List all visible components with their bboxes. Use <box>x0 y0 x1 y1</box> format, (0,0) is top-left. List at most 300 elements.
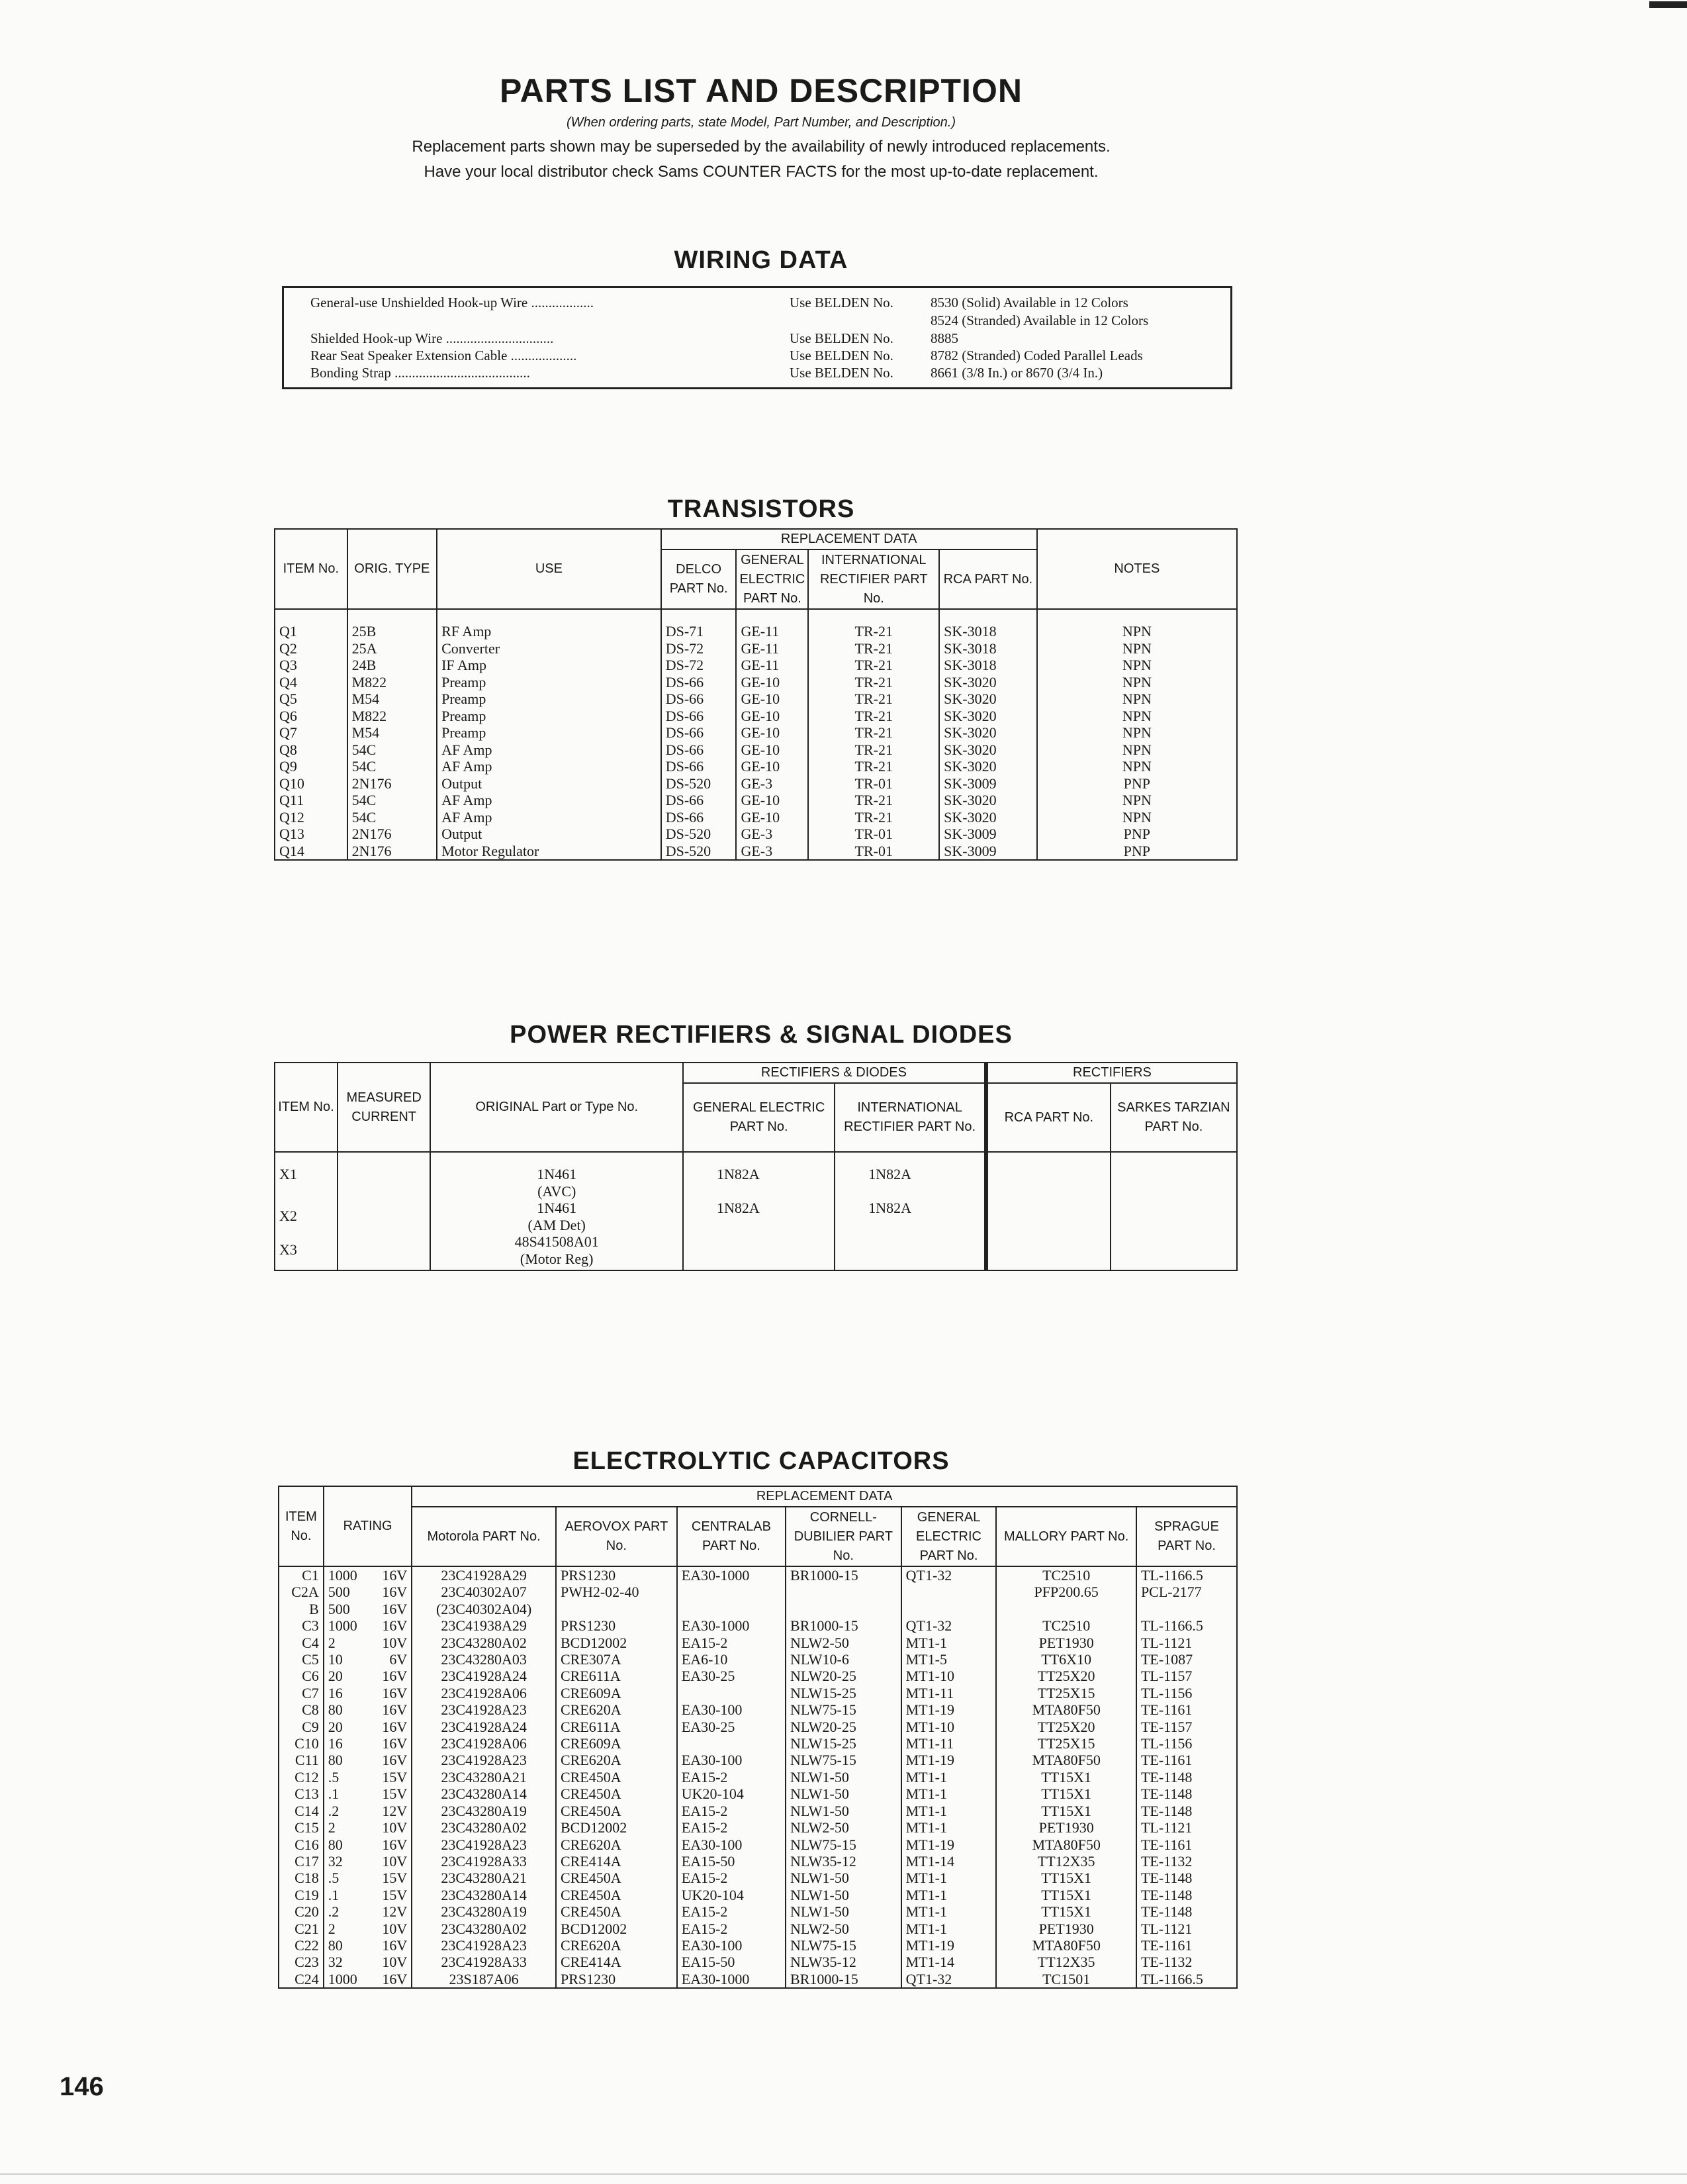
cell-delco: DS-520 <box>661 826 737 843</box>
rectifiers-table <box>274 1062 1238 1271</box>
cell-notes: NPN <box>1037 690 1237 708</box>
table-row <box>279 1819 1237 1836</box>
cell-general-electric: GE-11 <box>736 609 808 640</box>
cell-item: Q11 <box>275 792 347 809</box>
wiring-spec: 8530 (Solid) Available in 12 Colors <box>931 295 1128 310</box>
cell-rating-value: 1000 <box>324 1971 367 1988</box>
cell-item: Q3 <box>275 657 347 674</box>
cell-international-rectifier: TR-21 <box>808 708 939 725</box>
page-number: 146 <box>60 2072 104 2101</box>
cell-sprague: TE-1148 <box>1136 1769 1237 1785</box>
cell-delco: DS-66 <box>661 758 737 775</box>
table-row <box>275 1152 1237 1200</box>
cell-cornell-dubilier: NLW75-15 <box>786 1701 901 1718</box>
cell-item: X1 <box>275 1152 338 1200</box>
cell-rca: SK-3020 <box>939 809 1037 826</box>
cell-aerovox: PRS1230 <box>556 1566 677 1584</box>
cell-mallory: TC2510 <box>996 1617 1136 1634</box>
cell-use: Preamp <box>437 674 661 691</box>
cell-general-electric: MT1-1 <box>901 1887 997 1903</box>
cell-use: Converter <box>437 640 661 657</box>
cell-use: AF Amp <box>437 741 661 759</box>
cell-cornell-dubilier: NLW10-6 <box>786 1651 901 1668</box>
cell-international-rectifier: TR-21 <box>808 809 939 826</box>
cell-notes: NPN <box>1037 674 1237 691</box>
cell-general-electric: MT1-1 <box>901 1785 997 1802</box>
cell-item: Q7 <box>275 724 347 741</box>
cell-item: Q5 <box>275 690 347 708</box>
table-row <box>279 1853 1237 1870</box>
cell-general-electric: 1N82A <box>683 1152 835 1200</box>
cell-centralab: EA30-100 <box>677 1937 786 1954</box>
cell-cornell-dubilier: NLW1-50 <box>786 1769 901 1785</box>
cell-centralab: EA30-100 <box>677 1701 786 1718</box>
cell-mallory: PFP200.65 <box>996 1584 1136 1600</box>
cell-motorola: 23C41928A24 <box>412 1668 556 1684</box>
cell-item: Q8 <box>275 741 347 759</box>
cell-general-electric: MT1-19 <box>901 1752 997 1768</box>
cell-mallory: MTA80F50 <box>996 1836 1136 1853</box>
cell-general-electric: GE-10 <box>736 708 808 725</box>
cell-rating-voltage: 10V <box>367 1853 412 1870</box>
cell-general-electric: GE-11 <box>736 640 808 657</box>
cell-mallory: TT15X1 <box>996 1887 1136 1903</box>
cell-rating-value: 2 <box>324 1635 367 1651</box>
cell-general-electric: MT1-1 <box>901 1903 997 1920</box>
cell-delco: DS-66 <box>661 674 737 691</box>
table-row <box>279 1584 1237 1600</box>
cell-item: C23 <box>279 1954 324 1970</box>
cell-motorola: (23C40302A04) <box>412 1601 556 1617</box>
cell-notes: NPN <box>1037 792 1237 809</box>
cell-rating-voltage: 16V <box>367 1752 412 1768</box>
cell-rating-value: 2 <box>324 1819 367 1836</box>
header-rectifiers-diodes: RECTIFIERS & DIODES <box>683 1063 986 1083</box>
table-row <box>275 724 1237 741</box>
cell-rating-voltage: 16V <box>367 1971 412 1988</box>
wiring-label: General-use Unshielded Hook-up Wire .................. <box>310 295 594 310</box>
cell-motorola: 23C41928A06 <box>412 1685 556 1701</box>
cell-orig-type: 2N176 <box>347 826 437 843</box>
cell-motorola: 23C41928A23 <box>412 1836 556 1853</box>
cell-general-electric: MT1-1 <box>901 1819 997 1836</box>
cell-use: AF Amp <box>437 809 661 826</box>
cell-general-electric: MT1-1 <box>901 1921 997 1937</box>
cell-notes: PNP <box>1037 775 1237 792</box>
header-centralab: CENTRALAB PART No. <box>677 1507 786 1566</box>
table-row <box>279 1937 1237 1954</box>
cell-rating-value: .5 <box>324 1769 367 1785</box>
cell-centralab: EA15-50 <box>677 1853 786 1870</box>
cell-centralab: EA30-25 <box>677 1719 786 1735</box>
cell-international-rectifier: TR-21 <box>808 674 939 691</box>
header-sprague: SPRAGUE PART No. <box>1136 1507 1237 1566</box>
cell-general-electric: GE-3 <box>736 843 808 861</box>
wiring-spec: 8782 (Stranded) Coded Parallel Leads <box>931 348 1143 363</box>
cell-rca: SK-3009 <box>939 826 1037 843</box>
cell-rca: SK-3020 <box>939 758 1037 775</box>
cell-sarkes-tarzian <box>1111 1200 1237 1233</box>
cell-centralab: EA15-2 <box>677 1769 786 1785</box>
cell-item: Q4 <box>275 674 347 691</box>
table-row <box>275 792 1237 809</box>
table-row <box>279 1785 1237 1802</box>
replacement-note-2: Have your local distributor check Sams COUNTER FACTS for the most up-to-date replacement. <box>424 163 1099 181</box>
cell-centralab: EA30-1000 <box>677 1971 786 1988</box>
cell-delco: DS-520 <box>661 843 737 861</box>
wiring-data-box <box>282 286 1232 389</box>
cell-rca <box>986 1200 1111 1233</box>
cell-mallory: TT15X1 <box>996 1769 1136 1785</box>
header-delco: DELCO PART No. <box>661 549 737 609</box>
cell-general-electric: MT1-10 <box>901 1668 997 1684</box>
cell-use: Output <box>437 826 661 843</box>
cell-rating-voltage: 16V <box>367 1601 412 1617</box>
cell-delco: DS-66 <box>661 690 737 708</box>
cell-general-electric: GE-3 <box>736 826 808 843</box>
cell-motorola: 23C43280A14 <box>412 1785 556 1802</box>
cell-general-electric: MT1-1 <box>901 1635 997 1651</box>
cell-item: Q14 <box>275 843 347 861</box>
table-row <box>275 775 1237 792</box>
cell-notes: NPN <box>1037 708 1237 725</box>
cell-use: Preamp <box>437 708 661 725</box>
cell-international-rectifier: 1N82A <box>835 1200 986 1233</box>
cell-centralab: EA30-100 <box>677 1752 786 1768</box>
cell-motorola: 23C43280A19 <box>412 1803 556 1819</box>
cell-rca <box>986 1152 1111 1200</box>
cell-motorola: 23C41928A33 <box>412 1954 556 1970</box>
cell-centralab: EA15-2 <box>677 1921 786 1937</box>
cell-rating-value: .1 <box>324 1887 367 1903</box>
table-row <box>275 809 1237 826</box>
cell-general-electric: MT1-10 <box>901 1719 997 1735</box>
cell-mallory: MTA80F50 <box>996 1752 1136 1768</box>
cell-notes: PNP <box>1037 843 1237 861</box>
cell-general-electric: QT1-32 <box>901 1617 997 1634</box>
cell-general-electric: 1N82A <box>683 1200 835 1233</box>
original-part-number: 1N461 <box>537 1200 577 1216</box>
cell-rating-voltage: 12V <box>367 1803 412 1819</box>
table-row <box>279 1887 1237 1903</box>
table-row <box>279 1903 1237 1920</box>
table-row <box>279 1803 1237 1819</box>
cell-rating-value: 80 <box>324 1701 367 1718</box>
cell-cornell-dubilier: NLW1-50 <box>786 1803 901 1819</box>
cell-rca: SK-3009 <box>939 843 1037 861</box>
transistors-table <box>274 528 1238 861</box>
cell-motorola: 23C41928A06 <box>412 1735 556 1752</box>
cell-item: Q13 <box>275 826 347 843</box>
cell-delco: DS-72 <box>661 657 737 674</box>
cell-motorola: 23C43280A21 <box>412 1769 556 1785</box>
header-sarkes-tarzian: SARKES TARZIAN PART No. <box>1111 1083 1237 1152</box>
cell-item: C11 <box>279 1752 324 1768</box>
cell-sprague: TL-1156 <box>1136 1735 1237 1752</box>
cell-item: Q12 <box>275 809 347 826</box>
cell-international-rectifier: TR-01 <box>808 826 939 843</box>
cell-general-electric: MT1-5 <box>901 1651 997 1668</box>
original-part-note: (AVC) <box>537 1182 576 1200</box>
cell-general-electric: QT1-32 <box>901 1566 997 1584</box>
cell-item: C2A <box>279 1584 324 1600</box>
cell-mallory: TT15X1 <box>996 1903 1136 1920</box>
cell-item: Q2 <box>275 640 347 657</box>
cell-orig-type: M822 <box>347 674 437 691</box>
cell-cornell-dubilier: NLW35-12 <box>786 1853 901 1870</box>
cell-delco: DS-66 <box>661 792 737 809</box>
cell-rating-voltage: 16V <box>367 1735 412 1752</box>
header-aerovox: AEROVOX PART No. <box>556 1507 677 1566</box>
header-measured-current: MEASURED CURRENT <box>338 1063 431 1152</box>
cell-rca <box>986 1233 1111 1270</box>
cell-orig-type: M54 <box>347 690 437 708</box>
cell-item: C7 <box>279 1685 324 1701</box>
cell-centralab: EA30-1000 <box>677 1566 786 1584</box>
table-row <box>279 1635 1237 1651</box>
cell-motorola: 23C41928A24 <box>412 1719 556 1735</box>
cell-delco: DS-71 <box>661 609 737 640</box>
cell-notes: NPN <box>1037 809 1237 826</box>
cell-general-electric: GE-10 <box>736 690 808 708</box>
cell-motorola: 23C43280A19 <box>412 1903 556 1920</box>
table-row <box>279 1735 1237 1752</box>
wiring-data-title: WIRING DATA <box>674 246 848 274</box>
cell-aerovox: CRE450A <box>556 1903 677 1920</box>
cell-centralab: UK20-104 <box>677 1887 786 1903</box>
cell-item: C14 <box>279 1803 324 1819</box>
cell-sprague <box>1136 1601 1237 1617</box>
cell-rca: SK-3018 <box>939 609 1037 640</box>
cell-sprague: PCL-2177 <box>1136 1584 1237 1600</box>
cell-centralab <box>677 1601 786 1617</box>
cell-item: C4 <box>279 1635 324 1651</box>
cell-centralab: EA15-2 <box>677 1903 786 1920</box>
cell-cornell-dubilier: NLW1-50 <box>786 1870 901 1886</box>
transistors-title: TRANSISTORS <box>667 495 855 523</box>
cell-item: B <box>279 1601 324 1617</box>
cell-item: C5 <box>279 1651 324 1668</box>
cell-motorola: 23C43280A02 <box>412 1819 556 1836</box>
cell-item: C8 <box>279 1701 324 1718</box>
cell-cornell-dubilier: NLW15-25 <box>786 1735 901 1752</box>
cell-general-electric: GE-10 <box>736 674 808 691</box>
cell-general-electric: GE-10 <box>736 741 808 759</box>
cell-sprague: TL-1156 <box>1136 1685 1237 1701</box>
cell-rating-value: 20 <box>324 1668 367 1684</box>
page-bottom-rule <box>0 2173 1687 2175</box>
cell-cornell-dubilier <box>786 1601 901 1617</box>
cell-rating-voltage: 16V <box>367 1668 412 1684</box>
cell-rating-voltage: 15V <box>367 1785 412 1802</box>
cell-aerovox: CRE611A <box>556 1719 677 1735</box>
table-row <box>279 1769 1237 1785</box>
cell-motorola: 23C43280A14 <box>412 1887 556 1903</box>
cell-motorola: 23C43280A02 <box>412 1921 556 1937</box>
cell-notes: NPN <box>1037 724 1237 741</box>
replacement-note-1: Replacement parts shown may be superseded by the availability of newly introduced replacements. <box>412 138 1111 156</box>
cell-cornell-dubilier: NLW20-25 <box>786 1668 901 1684</box>
table-row <box>279 1752 1237 1768</box>
cell-rating-value: 2 <box>324 1921 367 1937</box>
cell-use: Output <box>437 775 661 792</box>
cell-aerovox: CRE414A <box>556 1954 677 1970</box>
cell-item: Q6 <box>275 708 347 725</box>
cell-general-electric: GE-10 <box>736 758 808 775</box>
corner-mark <box>1649 1 1687 8</box>
cell-use: RF Amp <box>437 609 661 640</box>
cell-rating-value: 10 <box>324 1651 367 1668</box>
cell-item: C22 <box>279 1937 324 1954</box>
cell-orig-type: M54 <box>347 724 437 741</box>
cell-cornell-dubilier: NLW1-50 <box>786 1903 901 1920</box>
cell-use: AF Amp <box>437 758 661 775</box>
cell-mallory <box>996 1601 1136 1617</box>
cell-general-electric: MT1-19 <box>901 1836 997 1853</box>
cell-general-electric <box>901 1601 997 1617</box>
header-international-rectifier: INTERNATIONAL RECTIFIER PART No. <box>835 1083 986 1152</box>
cell-aerovox: CRE450A <box>556 1887 677 1903</box>
cell-mallory: TT12X35 <box>996 1853 1136 1870</box>
cell-original <box>430 1152 682 1200</box>
cell-aerovox: CRE450A <box>556 1769 677 1785</box>
cell-general-electric: MT1-19 <box>901 1701 997 1718</box>
cell-rca: SK-3020 <box>939 724 1037 741</box>
cell-rating-voltage: 16V <box>367 1617 412 1634</box>
cell-motorola: 23S187A06 <box>412 1971 556 1988</box>
cell-rca: SK-3009 <box>939 775 1037 792</box>
wiring-spec: 8661 (3/8 In.) or 8670 (3/4 In.) <box>931 365 1103 381</box>
cell-cornell-dubilier: NLW1-50 <box>786 1887 901 1903</box>
header-rca: RCA PART No. <box>939 549 1037 609</box>
cell-cornell-dubilier: NLW75-15 <box>786 1836 901 1853</box>
ordering-instructions: (When ordering parts, state Model, Part Number, and Description.) <box>566 115 956 130</box>
header-item: ITEM No. <box>275 1063 338 1152</box>
header-rca: RCA PART No. <box>986 1083 1111 1152</box>
cell-orig-type: 25A <box>347 640 437 657</box>
table-row <box>275 741 1237 759</box>
header-replacement-data: REPLACEMENT DATA <box>661 529 1037 549</box>
wiring-use: Use BELDEN No. <box>790 330 893 346</box>
cell-rating-value: 1000 <box>324 1566 367 1584</box>
cell-aerovox: CRE450A <box>556 1803 677 1819</box>
cell-general-electric: GE-10 <box>736 809 808 826</box>
cell-rating-value: 80 <box>324 1752 367 1768</box>
cell-mallory: TT25X20 <box>996 1668 1136 1684</box>
cell-rca: SK-3020 <box>939 674 1037 691</box>
cell-rating-voltage: 16V <box>367 1685 412 1701</box>
cell-aerovox: CRE450A <box>556 1870 677 1886</box>
cell-general-electric: GE-3 <box>736 775 808 792</box>
cell-use: IF Amp <box>437 657 661 674</box>
cell-rating-value: 80 <box>324 1937 367 1954</box>
cell-aerovox: BCD12002 <box>556 1635 677 1651</box>
cell-orig-type: 24B <box>347 657 437 674</box>
cell-rating-voltage: 16V <box>367 1701 412 1718</box>
cell-centralab <box>677 1584 786 1600</box>
cell-sprague: TL-1166.5 <box>1136 1617 1237 1634</box>
cell-rating-value: 500 <box>324 1601 367 1617</box>
cell-cornell-dubilier <box>786 1584 901 1600</box>
cell-sprague: TL-1166.5 <box>1136 1971 1237 1988</box>
cell-motorola: 23C41928A23 <box>412 1752 556 1768</box>
cell-general-electric: GE-10 <box>736 792 808 809</box>
cell-cornell-dubilier: NLW20-25 <box>786 1719 901 1735</box>
cell-rating-value: 32 <box>324 1954 367 1970</box>
cell-mallory: MTA80F50 <box>996 1701 1136 1718</box>
cell-item: C3 <box>279 1617 324 1634</box>
cell-rating-voltage: 16V <box>367 1937 412 1954</box>
cell-rating-value: .5 <box>324 1870 367 1886</box>
table-row <box>275 1233 1237 1270</box>
header-item: ITEM No. <box>279 1486 324 1566</box>
cell-sprague: TE-1132 <box>1136 1853 1237 1870</box>
cell-centralab: UK20-104 <box>677 1785 786 1802</box>
table-row <box>279 1954 1237 1970</box>
table-row <box>275 609 1237 640</box>
table-row <box>279 1921 1237 1937</box>
cell-general-electric: MT1-1 <box>901 1870 997 1886</box>
cell-original <box>430 1233 682 1270</box>
cell-centralab: EA30-100 <box>677 1836 786 1853</box>
cell-international-rectifier: TR-21 <box>808 657 939 674</box>
cell-rca: SK-3020 <box>939 741 1037 759</box>
cell-item: C10 <box>279 1735 324 1752</box>
cell-sarkes-tarzian <box>1111 1152 1237 1200</box>
cell-sprague: TL-1166.5 <box>1136 1566 1237 1584</box>
table-row <box>275 690 1237 708</box>
cell-item: C16 <box>279 1836 324 1853</box>
cell-motorola: 23C41928A33 <box>412 1853 556 1870</box>
cell-motorola: 23C43280A03 <box>412 1651 556 1668</box>
cell-rca: SK-3020 <box>939 792 1037 809</box>
cell-measured-current <box>338 1200 431 1233</box>
cell-orig-type: 54C <box>347 792 437 809</box>
cell-item: C18 <box>279 1870 324 1886</box>
table-row <box>275 657 1237 674</box>
header-cornell-dubilier: CORNELL-DUBILIER PART No. <box>786 1507 901 1566</box>
cell-aerovox: CRE620A <box>556 1752 677 1768</box>
wiring-spec: 8885 <box>931 330 958 346</box>
cell-rating-voltage: 15V <box>367 1769 412 1785</box>
header-motorola: Motorola PART No. <box>412 1507 556 1566</box>
cell-rating-voltage: 16V <box>367 1836 412 1853</box>
cell-item: X2 <box>275 1200 338 1233</box>
cell-aerovox: CRE450A <box>556 1785 677 1802</box>
cell-general-electric: MT1-11 <box>901 1685 997 1701</box>
cell-orig-type: 54C <box>347 809 437 826</box>
cell-mallory: TT15X1 <box>996 1785 1136 1802</box>
cell-sprague: TE-1132 <box>1136 1954 1237 1970</box>
table-row <box>275 674 1237 691</box>
cell-international-rectifier: TR-21 <box>808 758 939 775</box>
cell-rating-voltage: 16V <box>367 1566 412 1584</box>
table-row <box>275 826 1237 843</box>
header-international-rectifier: INTERNATIONAL RECTIFIER PART No. <box>808 549 939 609</box>
cell-item: C17 <box>279 1853 324 1870</box>
wiring-use: Use BELDEN No. <box>790 365 893 381</box>
header-original: ORIGINAL Part or Type No. <box>430 1063 682 1152</box>
cell-mallory: PET1930 <box>996 1819 1136 1836</box>
cell-aerovox: PWH2-02-40 <box>556 1584 677 1600</box>
cell-rating-voltage: 12V <box>367 1903 412 1920</box>
cell-centralab: EA30-1000 <box>677 1617 786 1634</box>
header-notes: NOTES <box>1037 529 1237 609</box>
cell-rating-voltage: 15V <box>367 1887 412 1903</box>
cell-cornell-dubilier: NLW2-50 <box>786 1635 901 1651</box>
cell-cornell-dubilier: BR1000-15 <box>786 1617 901 1634</box>
cell-mallory: TT12X35 <box>996 1954 1136 1970</box>
